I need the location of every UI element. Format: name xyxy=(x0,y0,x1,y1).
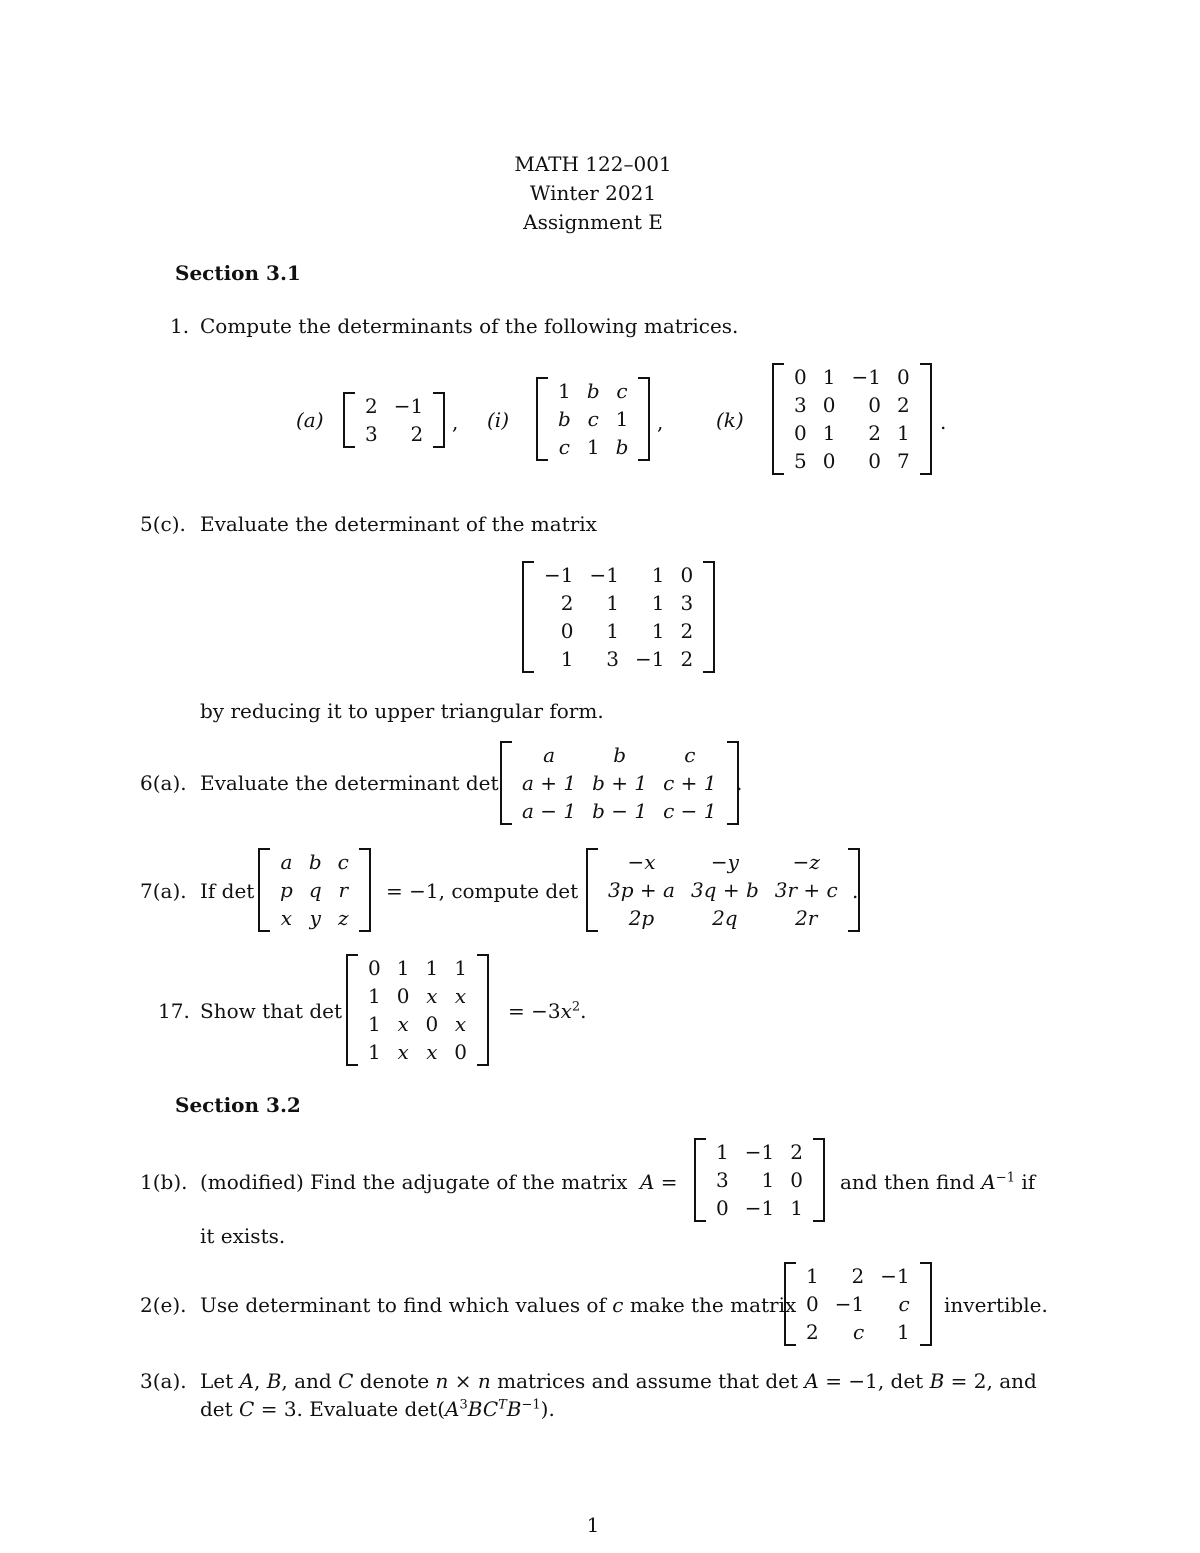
q2e-text: Use determinant to find which values of c make the matrix xyxy=(200,1293,797,1317)
q7a-number: 7(a). xyxy=(140,879,187,903)
q5c-text: Evaluate the determinant of the matrix xyxy=(200,512,597,536)
document-header xyxy=(0,150,1186,237)
matrix-entry: 0 xyxy=(454,1040,467,1064)
matrix-row xyxy=(536,589,701,617)
q6a-text: Evaluate the determinant det xyxy=(200,771,499,795)
matrix-entry: b xyxy=(308,850,322,874)
matrix-row xyxy=(272,904,357,932)
matrix-entry: 2 xyxy=(851,1264,865,1288)
matrix-entry: −1 xyxy=(634,647,665,671)
matrix-row xyxy=(514,769,725,797)
matrix-entry: 2p xyxy=(628,906,655,930)
matrix-entry: b xyxy=(613,743,627,767)
matrix-row xyxy=(272,848,357,876)
matrix-entry: 7 xyxy=(896,449,910,473)
matrix-row xyxy=(786,447,918,475)
matrix-row xyxy=(798,1318,918,1346)
matrix-entry: −y xyxy=(710,850,739,874)
matrix-row xyxy=(360,954,475,982)
matrix-entry: a xyxy=(280,850,293,874)
matrix-left-bracket xyxy=(522,561,534,673)
matrix-entry: c − 1 xyxy=(663,799,717,823)
matrix-entry: a − 1 xyxy=(522,799,577,823)
matrix-entry: 2 xyxy=(560,591,574,615)
matrix-entry: 3p + a xyxy=(608,878,675,902)
matrix-entry: −1 xyxy=(851,365,881,389)
matrix-entry: b xyxy=(558,407,571,431)
matrix-entry: 1 xyxy=(615,407,629,431)
matrix-entry: c + 1 xyxy=(663,771,717,795)
q1-comma-1: , xyxy=(452,410,459,434)
matrix-entry: x xyxy=(280,906,293,930)
page-number: 1 xyxy=(586,1513,600,1537)
matrix-entry: x xyxy=(397,1040,409,1064)
matrix-entry: 0 xyxy=(716,1196,729,1220)
q3a-line1: Let A, B, and C denote n × n matrices and assume that det A = −1, det B = 2, and xyxy=(200,1369,1037,1393)
matrix-row xyxy=(536,561,701,589)
matrix-right-bracket xyxy=(433,392,445,448)
matrix-entry: −1 xyxy=(544,563,574,587)
section-3-2-heading: Section 3.2 xyxy=(175,1093,301,1117)
q2e-matrix xyxy=(784,1262,932,1346)
matrix-entry: −1 xyxy=(880,1264,910,1288)
matrix-entry: c xyxy=(337,850,349,874)
matrix-entry: 1 xyxy=(651,563,665,587)
q5c-after-text: by reducing it to upper triangular form. xyxy=(200,699,604,723)
q1-comma-2: , xyxy=(657,410,664,434)
matrix-entry: 2 xyxy=(410,422,424,446)
matrix-entry: x xyxy=(426,984,438,1008)
matrix-entry: y xyxy=(309,906,321,930)
matrix-left-bracket xyxy=(586,848,598,932)
q1-matrix-a xyxy=(343,392,445,448)
matrix-entry: 3 xyxy=(606,647,619,671)
q1-period: . xyxy=(940,410,947,434)
matrix-row xyxy=(360,1038,475,1066)
matrix-row xyxy=(360,1010,475,1038)
matrix-entry: x xyxy=(426,1040,438,1064)
matrix-row xyxy=(708,1138,811,1166)
matrix-row xyxy=(536,617,701,645)
matrix-entry: b xyxy=(615,435,629,459)
matrix-entry: 1 xyxy=(368,1012,381,1036)
matrix-entry: q xyxy=(308,878,322,902)
matrix-entry: a xyxy=(543,743,556,767)
q1-matrix-i xyxy=(536,377,650,461)
matrix-entry: x xyxy=(454,1012,467,1036)
matrix-entry: b xyxy=(586,379,600,403)
matrix-row xyxy=(708,1194,811,1222)
matrix-row xyxy=(708,1166,811,1194)
matrix-left-bracket xyxy=(500,741,512,825)
matrix-entry: 0 xyxy=(560,619,574,643)
matrix-left-bracket xyxy=(784,1262,796,1346)
q17-text: Show that det xyxy=(200,999,343,1023)
matrix-right-bracket xyxy=(638,377,650,461)
q3a-line2: det C = 3. Evaluate $\det(A^3BC^TB^{-1})$. xyxy=(200,1397,555,1421)
matrix-entry: 1 xyxy=(790,1196,803,1220)
matrix-entry: 1 xyxy=(396,956,410,980)
q1b-text: (modified) Find the adjugate of the matrix xyxy=(200,1170,628,1194)
matrix-entry: a + 1 xyxy=(522,771,577,795)
q17-number: 17. xyxy=(158,999,190,1023)
q6a-matrix xyxy=(500,741,739,825)
matrix-entry: 1 xyxy=(425,956,439,980)
matrix-entry: 3 xyxy=(716,1168,729,1192)
matrix-row xyxy=(600,904,846,932)
q17-result: = $-3x^2$. xyxy=(508,999,587,1023)
matrix-entry: 0 xyxy=(868,449,881,473)
matrix-entry: 2 xyxy=(365,394,378,418)
matrix-entry: −1 xyxy=(393,394,424,418)
q2e-after: invertible. xyxy=(944,1293,1048,1317)
matrix-entry: 3 xyxy=(365,422,378,446)
matrix-right-bracket xyxy=(813,1138,825,1222)
matrix-entry: −1 xyxy=(744,1196,775,1220)
matrix-entry: c xyxy=(587,407,599,431)
matrix-row xyxy=(600,876,846,904)
q1b-after: and then find $A^{-1}$ if xyxy=(840,1170,1036,1194)
matrix-row xyxy=(550,433,636,461)
matrix-entry: 0 xyxy=(790,1168,803,1192)
matrix-entry: −z xyxy=(792,850,820,874)
matrix-right-bracket xyxy=(359,848,371,932)
q1-label-i: (i) xyxy=(487,408,510,432)
q5c-matrix xyxy=(522,561,715,673)
q1-label-a: (a) xyxy=(296,408,324,432)
matrix-row xyxy=(360,982,475,1010)
matrix-entry: 1 xyxy=(454,956,467,980)
assignment-title: Assignment E xyxy=(523,210,663,234)
matrix-entry: 1 xyxy=(896,1320,910,1344)
matrix-entry: c xyxy=(898,1292,910,1316)
q7a-matrix-2 xyxy=(586,848,860,932)
matrix-entry: 0 xyxy=(680,563,694,587)
matrix-entry: 1 xyxy=(651,591,665,615)
matrix-row xyxy=(357,420,431,448)
matrix-right-bracket xyxy=(920,363,932,475)
matrix-row xyxy=(786,391,918,419)
matrix-entry: r xyxy=(338,878,348,902)
matrix-row xyxy=(272,876,357,904)
q3a-number: 3(a). xyxy=(140,1369,187,1393)
matrix-right-bracket xyxy=(703,561,715,673)
matrix-row xyxy=(786,363,918,391)
matrix-row xyxy=(798,1290,918,1318)
matrix-entry: 2 xyxy=(896,393,910,417)
matrix-entry: 2 xyxy=(806,1320,819,1344)
matrix-entry: 0 xyxy=(794,365,807,389)
matrix-entry: c xyxy=(684,743,696,767)
matrix-entry: 1 xyxy=(560,647,574,671)
matrix-entry: x xyxy=(397,1012,409,1036)
matrix-entry: x xyxy=(454,984,467,1008)
matrix-row xyxy=(514,797,725,825)
matrix-entry: 1 xyxy=(896,421,910,445)
q7a-period: . xyxy=(852,879,859,903)
term: Winter 2021 xyxy=(529,181,657,205)
matrix-entry: 3 xyxy=(680,591,694,615)
matrix-right-bracket xyxy=(477,954,489,1066)
matrix-entry: 2q xyxy=(712,906,738,930)
q6a-period: . xyxy=(736,771,743,795)
matrix-entry: 2 xyxy=(790,1140,803,1164)
matrix-entry: 2 xyxy=(680,647,694,671)
q1b-number: 1(b). xyxy=(140,1170,188,1194)
q5c-number: 5(c). xyxy=(140,512,186,536)
matrix-left-bracket xyxy=(346,954,358,1066)
matrix-entry: 0 xyxy=(425,1012,439,1036)
matrix-entry: 1 xyxy=(806,1264,819,1288)
matrix-entry: 3r + c xyxy=(774,878,838,902)
matrix-entry: 3q + b xyxy=(690,878,759,902)
matrix-entry: 1 xyxy=(606,591,619,615)
matrix-entry: 2 xyxy=(680,619,694,643)
q7a-if-text: If det xyxy=(200,879,255,903)
matrix-entry: −1 xyxy=(744,1140,775,1164)
matrix-row xyxy=(514,741,725,769)
matrix-entry: c xyxy=(853,1320,865,1344)
matrix-entry: 0 xyxy=(896,365,910,389)
matrix-entry: 1 xyxy=(368,1040,381,1064)
matrix-entry: 1 xyxy=(716,1140,729,1164)
matrix-entry: 3 xyxy=(794,393,807,417)
matrix-entry: b + 1 xyxy=(592,771,648,795)
matrix-row xyxy=(550,405,636,433)
matrix-entry: 1 xyxy=(558,379,571,403)
matrix-row xyxy=(798,1262,918,1290)
matrix-entry: −x xyxy=(627,850,656,874)
matrix-entry: 0 xyxy=(806,1292,819,1316)
q6a-number: 6(a). xyxy=(140,771,187,795)
matrix-row xyxy=(536,645,701,673)
matrix-entry: 0 xyxy=(822,449,836,473)
q7a-mid-text: = −1, compute det xyxy=(386,879,579,903)
matrix-entry: 1 xyxy=(761,1168,775,1192)
q1-text: Compute the determinants of the following matrices. xyxy=(200,314,739,338)
q1-number: 1. xyxy=(170,314,190,338)
q1-label-k: (k) xyxy=(716,408,744,432)
matrix-entry: 1 xyxy=(606,619,619,643)
matrix-entry: 0 xyxy=(794,421,807,445)
matrix-entry: 1 xyxy=(822,365,836,389)
matrix-entry: b − 1 xyxy=(592,799,648,823)
q1b-matrix xyxy=(694,1138,825,1222)
matrix-entry: 0 xyxy=(822,393,836,417)
matrix-row xyxy=(357,392,431,420)
matrix-entry: 0 xyxy=(368,956,381,980)
matrix-left-bracket xyxy=(536,377,548,461)
matrix-row xyxy=(786,419,918,447)
matrix-left-bracket xyxy=(258,848,270,932)
matrix-entry: 1 xyxy=(651,619,665,643)
matrix-entry: 2 xyxy=(868,421,881,445)
section-3-1-heading: Section 3.1 xyxy=(175,261,301,285)
matrix-entry: z xyxy=(337,906,349,930)
matrix-entry: 1 xyxy=(368,984,381,1008)
matrix-entry: −1 xyxy=(589,563,619,587)
matrix-entry: 5 xyxy=(794,449,807,473)
matrix-row xyxy=(550,377,636,405)
matrix-right-bracket xyxy=(920,1262,932,1346)
q1b-line2: it exists. xyxy=(200,1224,286,1248)
matrix-entry: c xyxy=(558,435,570,459)
matrix-entry: p xyxy=(280,878,293,902)
matrix-left-bracket xyxy=(694,1138,706,1222)
matrix-row xyxy=(600,848,846,876)
course-title: MATH 122–001 xyxy=(514,152,672,176)
matrix-entry: −1 xyxy=(834,1292,865,1316)
q7a-matrix-1 xyxy=(258,848,371,932)
matrix-entry: c xyxy=(616,379,628,403)
matrix-left-bracket xyxy=(772,363,784,475)
matrix-entry: 0 xyxy=(396,984,410,1008)
q17-matrix xyxy=(346,954,489,1066)
matrix-entry: 0 xyxy=(868,393,881,417)
matrix-left-bracket xyxy=(343,392,355,448)
q2e-number: 2(e). xyxy=(140,1293,187,1317)
matrix-entry: 1 xyxy=(822,421,836,445)
q1b-eq: A = xyxy=(640,1170,678,1194)
matrix-entry: 1 xyxy=(586,435,600,459)
matrix-entry: 2r xyxy=(795,906,818,930)
q1-matrix-k xyxy=(772,363,932,475)
